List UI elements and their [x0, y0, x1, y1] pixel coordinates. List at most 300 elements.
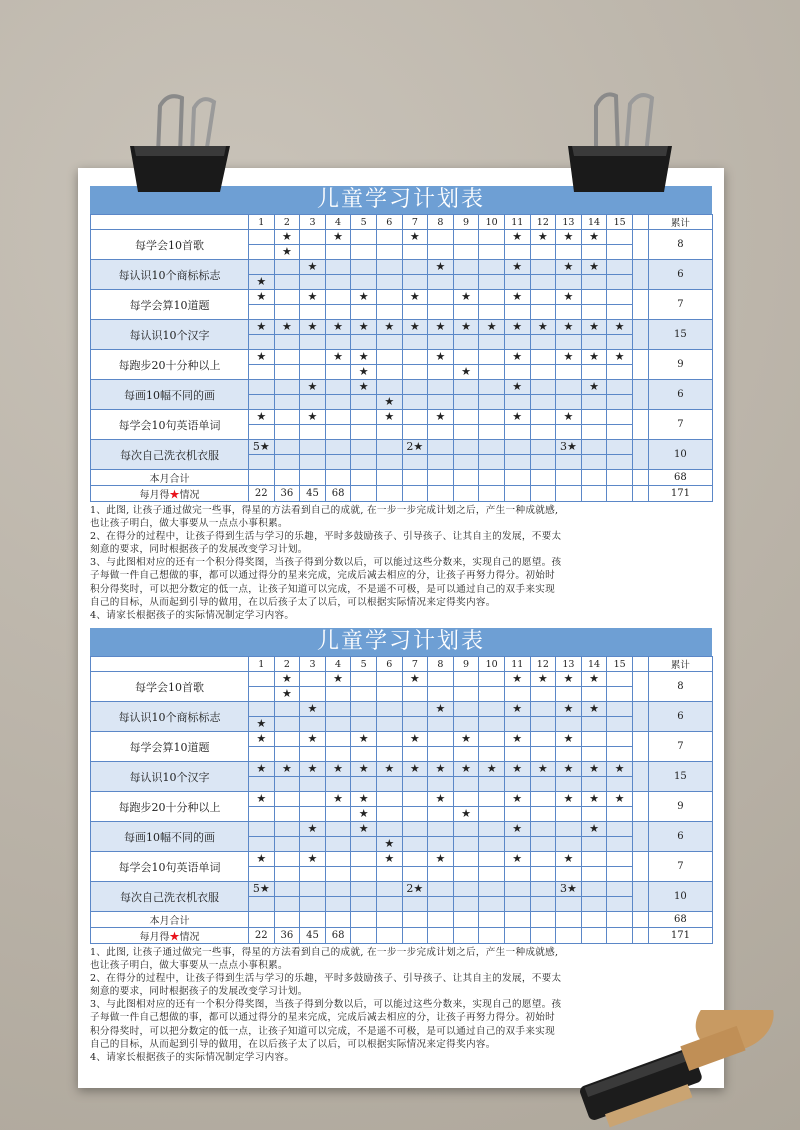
- star-cell: [530, 867, 556, 882]
- star-cell: ★: [453, 290, 479, 305]
- empty-cell: [274, 470, 300, 486]
- spacer-cell: [632, 912, 648, 928]
- empty-cell: [428, 928, 454, 944]
- star-cell: [479, 807, 505, 822]
- star-cell: [428, 837, 454, 852]
- star-cell: [479, 365, 505, 380]
- star-cell: [453, 305, 479, 320]
- star-cell: [351, 777, 377, 792]
- note-line: 3、与此图相对应的还有一个积分得奖图，当孩子得到分数以后，可以能过这些分数来，实现自己的愿望。孩: [90, 999, 562, 1011]
- star-cell: [274, 792, 300, 807]
- monthly-label-a: 每月得: [139, 490, 170, 501]
- star-cell: [300, 365, 326, 380]
- star-cell: [479, 687, 505, 702]
- plan-table: [90, 656, 713, 944]
- note-line: 刻意的要求，同时根据孩子的发展改变学习计划。: [90, 544, 308, 556]
- star-cell: [274, 777, 300, 792]
- star-cell: [274, 455, 300, 470]
- star-cell: [607, 245, 633, 260]
- star-cell: ★: [607, 762, 633, 777]
- star-cell: ★: [274, 762, 300, 777]
- star-cell: [556, 245, 582, 260]
- row-label: 每跑步20十分种以上: [91, 792, 249, 822]
- note-line: 4、请家长根据孩子的实际情况制定学习内容。: [90, 1051, 295, 1063]
- empty-cell: [581, 486, 607, 502]
- star-cell: [249, 822, 275, 837]
- row-total: 7: [648, 290, 712, 320]
- day-number: 9: [453, 657, 479, 672]
- star-cell: [479, 732, 505, 747]
- star-cell: [607, 305, 633, 320]
- empty-cell: [530, 470, 556, 486]
- star-cell: [249, 365, 275, 380]
- star-cell: [479, 882, 505, 897]
- star-cell: [402, 245, 428, 260]
- star-cell: [402, 717, 428, 732]
- star-cell: [479, 350, 505, 365]
- note-line: 子每做一件自己想做的事，都可以通过得分的星来完成，完成后减去相应的分，让孩子再努力得分。初始时: [90, 1012, 556, 1024]
- star-cell: ★: [376, 410, 402, 425]
- empty-cell: [581, 912, 607, 928]
- star-cell: ★: [274, 687, 300, 702]
- star-cell: [530, 275, 556, 290]
- star-cell: [428, 380, 454, 395]
- star-cell: [428, 717, 454, 732]
- star-cell: [249, 702, 275, 717]
- empty-cell: [249, 912, 275, 928]
- star-cell: [351, 410, 377, 425]
- day-header-row: [91, 657, 713, 672]
- star-cell: [530, 852, 556, 867]
- star-cell: [453, 897, 479, 912]
- star-cell: [325, 440, 351, 455]
- star-cell: [504, 717, 530, 732]
- day-number: 14: [581, 215, 607, 230]
- star-cell: [300, 777, 326, 792]
- star-cell: [504, 335, 530, 350]
- star-cell: ★: [351, 732, 377, 747]
- star-cell: [479, 717, 505, 732]
- star-cell: [402, 275, 428, 290]
- star-cell: [479, 260, 505, 275]
- empty-cell: [300, 470, 326, 486]
- empty-cell: [504, 470, 530, 486]
- star-cell: [325, 807, 351, 822]
- star-cell: [402, 260, 428, 275]
- empty-cell: [402, 486, 428, 502]
- star-cell: [607, 425, 633, 440]
- star-cell: ★: [325, 320, 351, 335]
- row-spacer: [632, 792, 648, 822]
- star-cell: 5★: [249, 440, 275, 455]
- star-cell: [530, 440, 556, 455]
- star-cell: [300, 455, 326, 470]
- star-cell: [607, 260, 633, 275]
- empty-cell: [351, 470, 377, 486]
- star-cell: [556, 380, 582, 395]
- star-cell: [300, 747, 326, 762]
- note-line: 2、在得分的过程中，让孩子得到生活与学习的乐趣，平时多鼓励孩子、引导孩子、让其自主的发展，不要太: [90, 531, 562, 543]
- star-cell: [274, 260, 300, 275]
- table-row: [91, 320, 713, 335]
- star-cell: [402, 822, 428, 837]
- empty-cell: [556, 928, 582, 944]
- spacer-cell: [632, 470, 648, 486]
- empty-cell: [249, 470, 275, 486]
- total-header: 累计: [648, 657, 712, 672]
- star-cell: [376, 672, 402, 687]
- star-cell: [453, 852, 479, 867]
- star-cell: [479, 275, 505, 290]
- star-cell: ★: [274, 320, 300, 335]
- header-blank: [91, 215, 249, 230]
- star-cell: [351, 897, 377, 912]
- star-cell: [504, 455, 530, 470]
- row-spacer: [632, 230, 648, 260]
- star-cell: [325, 882, 351, 897]
- row-spacer: [632, 410, 648, 440]
- star-cell: ★: [581, 792, 607, 807]
- empty-cell: [479, 486, 505, 502]
- star-cell: [530, 290, 556, 305]
- star-cell: [428, 807, 454, 822]
- star-cell: [249, 380, 275, 395]
- empty-cell: [428, 470, 454, 486]
- star-cell: [274, 350, 300, 365]
- star-cell: [325, 732, 351, 747]
- star-cell: [249, 672, 275, 687]
- star-cell: [581, 410, 607, 425]
- empty-cell: [274, 912, 300, 928]
- star-cell: [402, 777, 428, 792]
- star-cell: [402, 455, 428, 470]
- star-cell: [249, 837, 275, 852]
- star-cell: [581, 687, 607, 702]
- star-cell: [274, 852, 300, 867]
- star-cell: [607, 672, 633, 687]
- star-cell: ★: [607, 320, 633, 335]
- star-cell: ★: [428, 762, 454, 777]
- star-cell: ★: [428, 702, 454, 717]
- empty-cell: [453, 486, 479, 502]
- star-cell: [300, 867, 326, 882]
- row-spacer: [632, 882, 648, 912]
- star-cell: [479, 380, 505, 395]
- day-number: 6: [376, 215, 402, 230]
- star-cell: [376, 687, 402, 702]
- star-cell: [556, 455, 582, 470]
- monthly-value: 22: [249, 486, 275, 502]
- star-cell: [453, 350, 479, 365]
- star-cell: [376, 867, 402, 882]
- row-total: 7: [648, 732, 712, 762]
- star-cell: [556, 717, 582, 732]
- star-cell: ★: [504, 852, 530, 867]
- star-cell: [376, 335, 402, 350]
- star-cell: ★: [249, 732, 275, 747]
- star-cell: ★: [556, 290, 582, 305]
- monthly-label: [91, 928, 249, 944]
- star-cell: ★: [556, 230, 582, 245]
- row-label: 每认识10个汉字: [91, 320, 249, 350]
- star-cell: ★: [351, 290, 377, 305]
- star-cell: [530, 732, 556, 747]
- star-cell: [428, 732, 454, 747]
- star-cell: [556, 687, 582, 702]
- star-cell: [402, 792, 428, 807]
- star-cell: [504, 245, 530, 260]
- row-spacer: [632, 290, 648, 320]
- star-cell: ★: [249, 290, 275, 305]
- star-cell: [479, 852, 505, 867]
- star-cell: [479, 290, 505, 305]
- empty-cell: [504, 486, 530, 502]
- monthly-row: [91, 928, 713, 944]
- star-cell: [351, 440, 377, 455]
- star-cell: [274, 290, 300, 305]
- star-cell: ★: [556, 350, 582, 365]
- star-cell: ★: [453, 320, 479, 335]
- row-total: 15: [648, 320, 712, 350]
- star-cell: ★: [556, 320, 582, 335]
- note-line: 2、在得分的过程中，让孩子得到生活与学习的乐趣，平时多鼓励孩子、引导孩子、让其自主的发展，不要太: [90, 973, 562, 985]
- star-cell: ★: [249, 410, 275, 425]
- star-cell: [274, 365, 300, 380]
- star-cell: [479, 395, 505, 410]
- empty-cell: [428, 912, 454, 928]
- star-cell: [479, 230, 505, 245]
- star-cell: [249, 867, 275, 882]
- star-cell: [300, 672, 326, 687]
- star-cell: [249, 395, 275, 410]
- header-blank: [91, 657, 249, 672]
- star-cell: [428, 747, 454, 762]
- star-cell: 3★: [556, 882, 582, 897]
- star-cell: [581, 425, 607, 440]
- star-cell: ★: [607, 350, 633, 365]
- star-cell: [300, 882, 326, 897]
- star-cell: [376, 702, 402, 717]
- star-cell: [530, 365, 556, 380]
- row-spacer: [632, 260, 648, 290]
- row-label: 每学会10首歌: [91, 230, 249, 260]
- star-cell: ★: [402, 762, 428, 777]
- note-line: 3、与此图相对应的还有一个积分得奖图，当孩子得到分数以后，可以能过这些分数来，实现自己的愿望。孩: [90, 557, 562, 569]
- star-cell: [453, 245, 479, 260]
- day-number: 3: [300, 215, 326, 230]
- row-total: 9: [648, 792, 712, 822]
- star-cell: [504, 867, 530, 882]
- star-cell: [402, 305, 428, 320]
- star-cell: [274, 882, 300, 897]
- star-cell: [504, 305, 530, 320]
- star-cell: ★: [581, 762, 607, 777]
- star-cell: 3★: [556, 440, 582, 455]
- empty-cell: [581, 928, 607, 944]
- star-cell: ★: [402, 290, 428, 305]
- star-cell: [453, 702, 479, 717]
- day-number: 12: [530, 657, 556, 672]
- star-cell: ★: [581, 702, 607, 717]
- total-header: 累计: [648, 215, 712, 230]
- empty-cell: [607, 912, 633, 928]
- star-cell: [607, 702, 633, 717]
- star-cell: ★: [530, 230, 556, 245]
- star-cell: [325, 395, 351, 410]
- star-cell: [530, 882, 556, 897]
- star-cell: [530, 792, 556, 807]
- star-cell: [325, 702, 351, 717]
- star-cell: [274, 380, 300, 395]
- star-cell: [530, 822, 556, 837]
- star-cell: [325, 365, 351, 380]
- day-number: 13: [556, 657, 582, 672]
- star-cell: [556, 897, 582, 912]
- star-cell: [351, 425, 377, 440]
- star-cell: ★: [428, 410, 454, 425]
- star-cell: [428, 290, 454, 305]
- star-cell: [530, 395, 556, 410]
- star-cell: [376, 455, 402, 470]
- star-cell: [274, 702, 300, 717]
- star-cell: ★: [530, 672, 556, 687]
- star-cell: [325, 867, 351, 882]
- star-cell: [581, 777, 607, 792]
- row-total: 6: [648, 380, 712, 410]
- day-number: 10: [479, 657, 505, 672]
- star-cell: [325, 290, 351, 305]
- star-cell: [479, 822, 505, 837]
- row-spacer: [632, 320, 648, 350]
- empty-cell: [428, 486, 454, 502]
- table-row: [91, 882, 713, 897]
- star-cell: ★: [376, 320, 402, 335]
- wooden-stamp-icon: [548, 1010, 800, 1130]
- row-total: 15: [648, 762, 712, 792]
- star-cell: [274, 440, 300, 455]
- star-cell: [376, 350, 402, 365]
- star-cell: [453, 882, 479, 897]
- row-label: 每学会10首歌: [91, 672, 249, 702]
- star-cell: [274, 732, 300, 747]
- star-cell: [530, 410, 556, 425]
- star-cell: [453, 335, 479, 350]
- star-cell: [556, 867, 582, 882]
- star-cell: [428, 440, 454, 455]
- star-cell: [428, 335, 454, 350]
- star-cell: ★: [300, 732, 326, 747]
- monthly-total-value: 171: [648, 928, 712, 944]
- star-cell: ★: [428, 792, 454, 807]
- note-line: 自己的目标，从而起到引导的做用，在以后孩子太了以后，可以根据实际情况来定得奖内容。: [90, 1038, 496, 1050]
- star-cell: [453, 837, 479, 852]
- empty-cell: [530, 486, 556, 502]
- star-cell: [325, 335, 351, 350]
- star-cell: [325, 305, 351, 320]
- row-label: 每次自己洗衣机衣服: [91, 440, 249, 470]
- star-cell: [325, 852, 351, 867]
- star-cell: [249, 777, 275, 792]
- note-line: 自己的目标，从而起到引导的做用，在以后孩子太了以后，可以根据实际情况来定得奖内容。: [90, 596, 496, 608]
- day-number: 6: [376, 657, 402, 672]
- star-cell: ★: [504, 380, 530, 395]
- table-row: [91, 672, 713, 687]
- star-cell: [556, 747, 582, 762]
- star-cell: 5★: [249, 882, 275, 897]
- star-cell: [402, 425, 428, 440]
- day-header-row: [91, 215, 713, 230]
- star-cell: [581, 245, 607, 260]
- star-cell: [530, 380, 556, 395]
- star-cell: [428, 455, 454, 470]
- star-cell: ★: [376, 395, 402, 410]
- empty-cell: [351, 928, 377, 944]
- star-cell: [325, 245, 351, 260]
- star-cell: ★: [504, 410, 530, 425]
- day-number: 11: [504, 657, 530, 672]
- note-line: 4、请家长根据孩子的实际情况制定学习内容。: [90, 609, 295, 621]
- empty-cell: [325, 470, 351, 486]
- star-cell: [351, 335, 377, 350]
- star-cell: [581, 440, 607, 455]
- star-cell: [453, 792, 479, 807]
- star-cell: ★: [402, 672, 428, 687]
- empty-cell: [376, 470, 402, 486]
- monthly-value: 36: [274, 928, 300, 944]
- row-label: 每认识10个汉字: [91, 762, 249, 792]
- star-cell: ★: [325, 792, 351, 807]
- note-line: 子每做一件自己想做的事，都可以通过得分的星来完成，完成后减去相应的分，让孩子再努力得分。初始时: [90, 570, 556, 582]
- star-cell: [274, 335, 300, 350]
- star-cell: [325, 380, 351, 395]
- star-cell: 2★: [402, 882, 428, 897]
- day-number: 15: [607, 657, 633, 672]
- star-cell: ★: [300, 380, 326, 395]
- star-cell: [581, 807, 607, 822]
- star-cell: [300, 395, 326, 410]
- star-cell: ★: [325, 672, 351, 687]
- day-number: 7: [402, 215, 428, 230]
- star-cell: [376, 230, 402, 245]
- star-cell: ★: [325, 762, 351, 777]
- star-cell: [479, 410, 505, 425]
- star-cell: [376, 290, 402, 305]
- star-cell: [351, 455, 377, 470]
- empty-cell: [607, 486, 633, 502]
- star-cell: [479, 440, 505, 455]
- star-cell: [530, 702, 556, 717]
- star-cell: ★: [504, 350, 530, 365]
- star-cell: [428, 822, 454, 837]
- table-row: [91, 410, 713, 425]
- row-spacer: [632, 822, 648, 852]
- star-cell: [479, 837, 505, 852]
- sheet-title: 儿童学习计划表: [90, 186, 712, 214]
- note-line: 也让孩子明白，做大事要从一点点小事积累。: [90, 518, 288, 530]
- star-cell: [376, 245, 402, 260]
- monthly-star-icon: ★: [169, 932, 180, 943]
- day-number: 12: [530, 215, 556, 230]
- row-label: 每跑步20十分种以上: [91, 350, 249, 380]
- row-spacer: [632, 852, 648, 882]
- star-cell: [402, 365, 428, 380]
- star-cell: [607, 380, 633, 395]
- star-cell: [402, 747, 428, 762]
- month-total-value: 68: [648, 912, 712, 928]
- star-cell: ★: [479, 320, 505, 335]
- star-cell: 2★: [402, 440, 428, 455]
- binder-clip-left-icon: [120, 84, 240, 194]
